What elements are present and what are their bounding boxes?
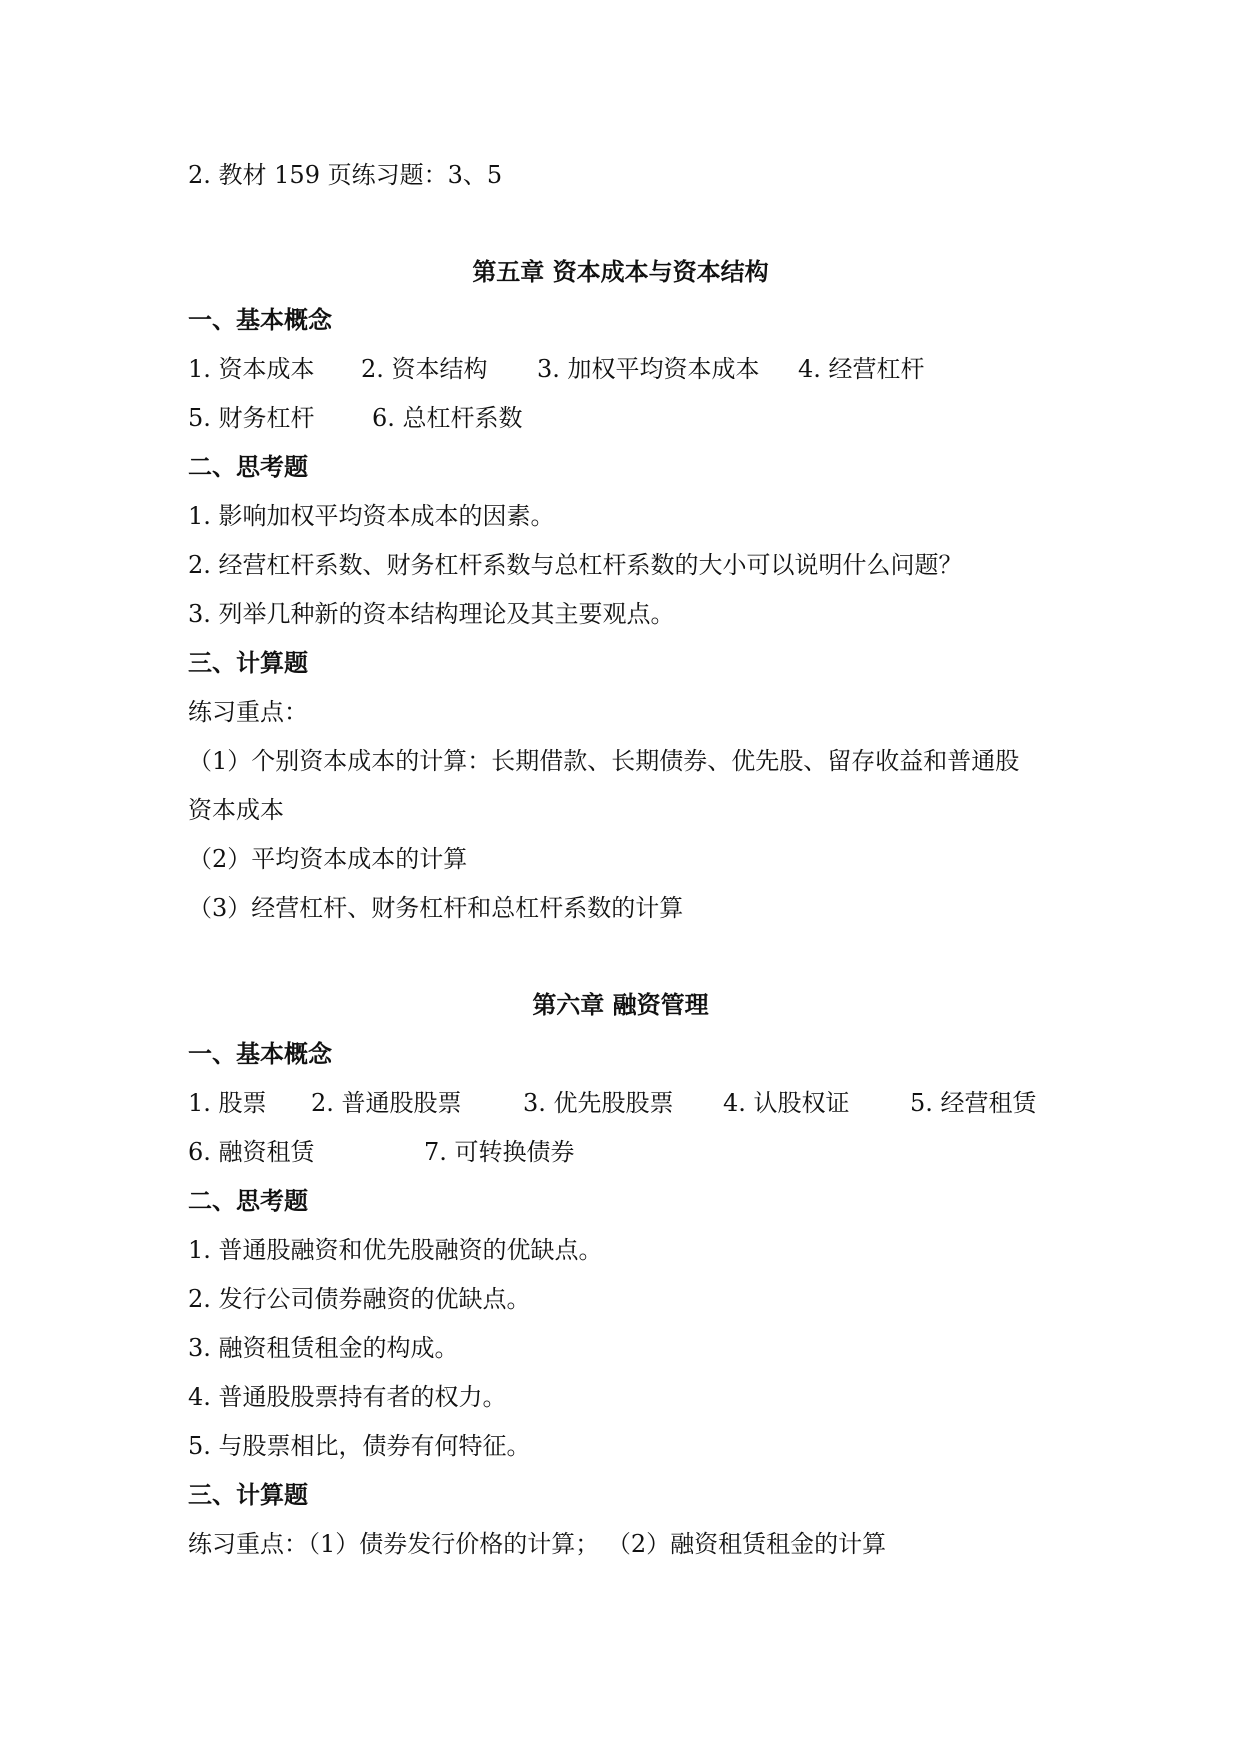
chapter5-basic-concepts-heading: 一、基本概念 — [188, 306, 332, 334]
chapter6-concepts-row1 — [188, 1086, 1088, 1120]
question-item: 5. 与股票相比，债券有何特征。 — [188, 1432, 531, 1460]
concept-item: 7. 可转换债券 — [424, 1138, 575, 1166]
concept-item: 1. 资本成本 — [188, 355, 315, 383]
chapter6-calculation-heading: 三、计算题 — [188, 1481, 308, 1509]
concept-item: 5. 财务杠杆 — [188, 404, 315, 432]
practice-point-continuation: 资本成本 — [188, 796, 284, 824]
question-item: 2. 经营杠杆系数、财务杠杆系数与总杠杆系数的大小可以说明什么问题？ — [188, 551, 963, 579]
concept-item: 4. 认股权证 — [723, 1089, 850, 1117]
top-exercise-item: 2. 教材 159 页练习题：3、5 — [188, 161, 503, 189]
chapter5-calculation-heading: 三、计算题 — [188, 649, 308, 677]
practice-point: （1）个别资本成本的计算：长期借款、长期债券、优先股、留存收益和普通股 — [188, 747, 1020, 775]
question-item: 1. 影响加权平均资本成本的因素。 — [188, 502, 555, 530]
chapter5-title: 第五章 资本成本与资本结构 — [472, 258, 769, 286]
practice-point: （2）平均资本成本的计算 — [188, 845, 468, 873]
question-item: 3. 列举几种新的资本结构理论及其主要观点。 — [188, 600, 675, 628]
concept-item: 3. 优先股股票 — [523, 1089, 674, 1117]
concept-item: 2. 普通股股票 — [311, 1089, 462, 1117]
concept-item: 6. 融资租赁 — [188, 1138, 315, 1166]
concept-item: 5. 经营租赁 — [910, 1089, 1037, 1117]
chapter6-basic-concepts-heading: 一、基本概念 — [188, 1040, 332, 1068]
concept-item: 2. 资本结构 — [361, 355, 488, 383]
chapter6-questions-heading: 二、思考题 — [188, 1187, 308, 1215]
question-item: 4. 普通股股票持有者的权力。 — [188, 1383, 507, 1411]
question-item: 1. 普通股融资和优先股融资的优缺点。 — [188, 1236, 603, 1264]
chapter5-concepts-row2 — [188, 401, 1088, 435]
chapter5-questions-heading: 二、思考题 — [188, 453, 308, 481]
practice-focus-line: 练习重点：（1）债券发行价格的计算； （2）融资租赁租金的计算 — [188, 1530, 887, 1558]
chapter6-title: 第六章 融资管理 — [532, 991, 709, 1019]
question-item: 3. 融资租赁租金的构成。 — [188, 1334, 459, 1362]
question-item: 2. 发行公司债券融资的优缺点。 — [188, 1285, 531, 1313]
concept-item: 4. 经营杠杆 — [798, 355, 925, 383]
concept-item: 6. 总杠杆系数 — [372, 404, 523, 432]
concept-item: 3. 加权平均资本成本 — [537, 355, 760, 383]
practice-point: （3）经营杠杆、财务杠杆和总杠杆系数的计算 — [188, 894, 684, 922]
chapter5-concepts-row1 — [188, 352, 1088, 386]
chapter6-concepts-row2 — [188, 1135, 1088, 1169]
practice-focus-label: 练习重点： — [188, 698, 308, 726]
concept-item: 1. 股票 — [188, 1089, 267, 1117]
